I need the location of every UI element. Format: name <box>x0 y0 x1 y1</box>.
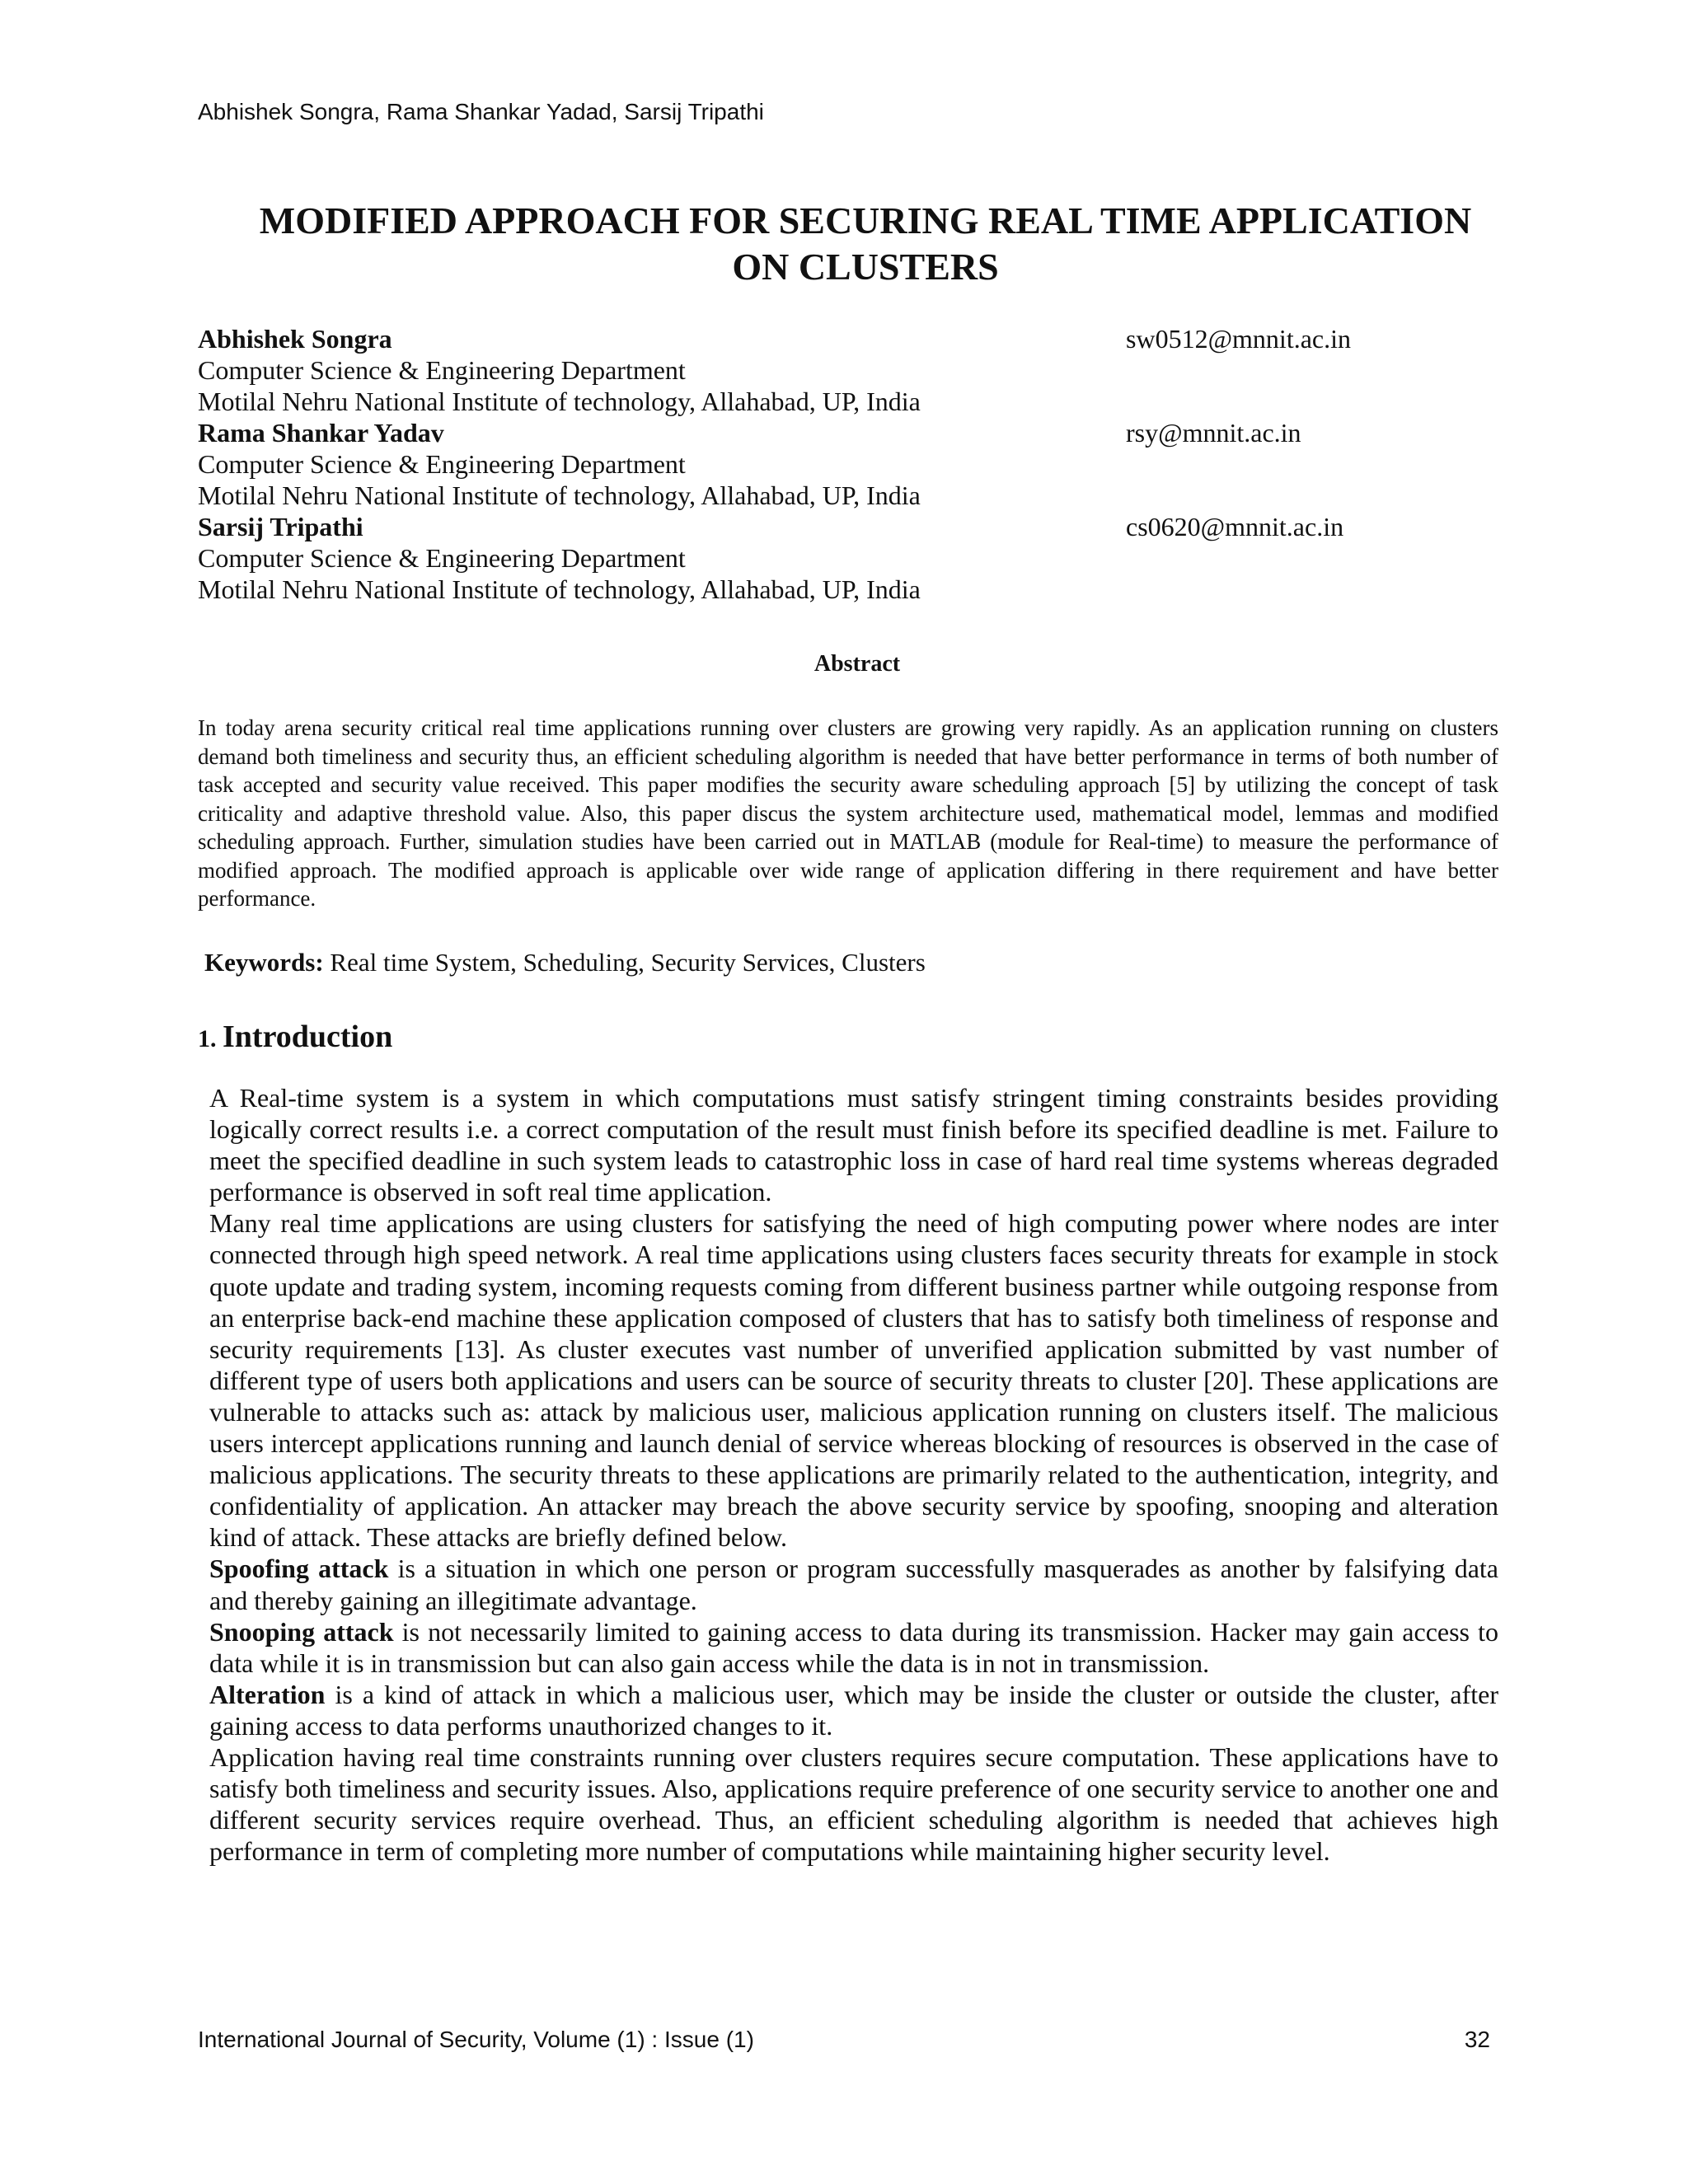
paragraph-spoofing <box>209 1553 1498 1615</box>
author-institute: Motilal Nehru National Institute of technology, Allahabad, UP, India <box>198 480 921 510</box>
author-email: rsy@mnnit.ac.in <box>1126 418 1301 448</box>
author-name: Abhishek Songra <box>198 324 392 354</box>
author-block-yadav <box>198 417 1517 511</box>
keywords-label: Keywords: <box>204 948 324 977</box>
text-spoofing: is a situation in which one person or program successfully masquerades as another by falsifying data and thereby gaining an illegitimate advantage. <box>209 1554 1499 1615</box>
abstract-heading: Abstract <box>814 651 901 677</box>
text-snooping: is not necessarily limited to gaining access to data during its transmission. Hacker may gain access to data while it is in transmission but can also gain access while the data is in not in transmission. <box>209 1616 1499 1678</box>
section-title: Introduction <box>223 1019 393 1054</box>
paper-title-line-2: ON CLUSTERS <box>732 246 999 288</box>
keywords-text: Real time System, Scheduling, Security Services, Clusters <box>323 948 926 977</box>
author-block-songra <box>198 323 1517 417</box>
author-email: sw0512@mnnit.ac.in <box>1126 324 1351 354</box>
abstract-text: In today arena security critical real time applications running over clusters are growing very rapidly. As an application running on clusters demand both timeliness and security thus, an efficient scheduling algorithm is needed that have better performance in terms of both number of task accepted and security value received. This paper modifies the security aware scheduling approach [5] by utilizing the concept of task criticality and adaptive threshold value. Also, this paper discus the system architecture used, mathematical model, lemmas and modified scheduling approach. Further, simulation studies have been carried out in MATLAB (module for Real-time) to measure the performance of modified approach. The modified approach is applicable over wide range of application differing in there requirement and have better performance. <box>198 715 1498 911</box>
author-email: cs0620@mnnit.ac.in <box>1126 512 1344 541</box>
paragraph-alteration <box>209 1679 1498 1741</box>
author-institute: Motilal Nehru National Institute of technology, Allahabad, UP, India <box>198 574 921 604</box>
paragraph-secure-computation: Application having real time constraints running over clusters requires secure computation. These applications have to satisfy both timeliness and security issues. Also, applications require preference of one security service to another one and different security services require overhead. Thus, an efficient scheduling algorithm is needed that achieves high performance in term of completing more number of computations while maintaining higher security level. <box>209 1741 1498 1867</box>
term-spoofing: Spoofing attack <box>209 1554 389 1584</box>
term-snooping: Snooping attack <box>209 1616 394 1647</box>
author-list <box>198 323 1517 605</box>
section-heading-introduction <box>198 1017 392 1061</box>
text-alteration: is a kind of attack in which a malicious user, which may be inside the cluster or outside the cluster, after gaining access to data performs unauthorized changes to it. <box>209 1679 1498 1741</box>
author-institute: Motilal Nehru National Institute of technology, Allahabad, UP, India <box>198 387 921 416</box>
introduction-body <box>209 1082 1498 1867</box>
author-name: Sarsij Tripathi <box>198 512 363 541</box>
keywords <box>204 946 1490 979</box>
paper-title <box>206 198 1525 290</box>
paragraph-realtime-definition: A Real-time system is a system in which computations must satisfy stringent timing constraints besides providing logically correct results i.e. a correct computation of the result must finish before its specified deadline is met. Failure to meet the specified deadline in such system leads to catastrophic loss in case of hard real time systems whereas degraded performance is observed in soft real time application. <box>209 1083 1498 1207</box>
author-department: Computer Science & Engineering Department <box>198 355 686 385</box>
footer-journal: International Journal of Security, Volume (1) : Issue (1) <box>198 2027 754 2052</box>
term-alteration: Alteration <box>209 1679 326 1709</box>
running-header: Abhishek Songra, Rama Shankar Yadad, Sarsij Tripathi <box>198 99 764 124</box>
paragraph-snooping <box>209 1616 1498 1679</box>
paragraph-cluster-threats: Many real time applications are using clusters for satisfying the need of high computing power where nodes are inter connected through high speed network. A real time applications using clusters faces security threats for example in stock quote update and trading system, incoming requests coming from different business partner while outgoing response from an enterprise back-end machine these application composed of clusters that has to satisfy both timeliness of response and security requirements [13]. As cluster executes vast number of unverified application submitted by vast number of different type of users both applications and users can be source of security threats to cluster [20]. These applications are vulnerable to attacks such as: attack by malicious user, malicious application running on clusters itself. The malicious users intercept applications running and launch denial of service whereas blocking of resources is observed in the case of malicious applications. The security threats to these applications are primarily related to the authentication, integrity, and confidentiality of application. An attacker may breach the above security service by spoofing, snooping and alteration kind of attack. These attacks are briefly defined below. <box>209 1208 1498 1553</box>
author-department: Computer Science & Engineering Department <box>198 449 686 479</box>
author-block-tripathi <box>198 511 1517 605</box>
paper-title-line-1: MODIFIED APPROACH FOR SECURING REAL TIME APPLICATION <box>259 199 1472 241</box>
author-name: Rama Shankar Yadav <box>198 418 444 448</box>
page-number: 32 <box>1464 2027 1490 2052</box>
section-number: 1. <box>198 1025 223 1052</box>
author-department: Computer Science & Engineering Department <box>198 543 686 573</box>
